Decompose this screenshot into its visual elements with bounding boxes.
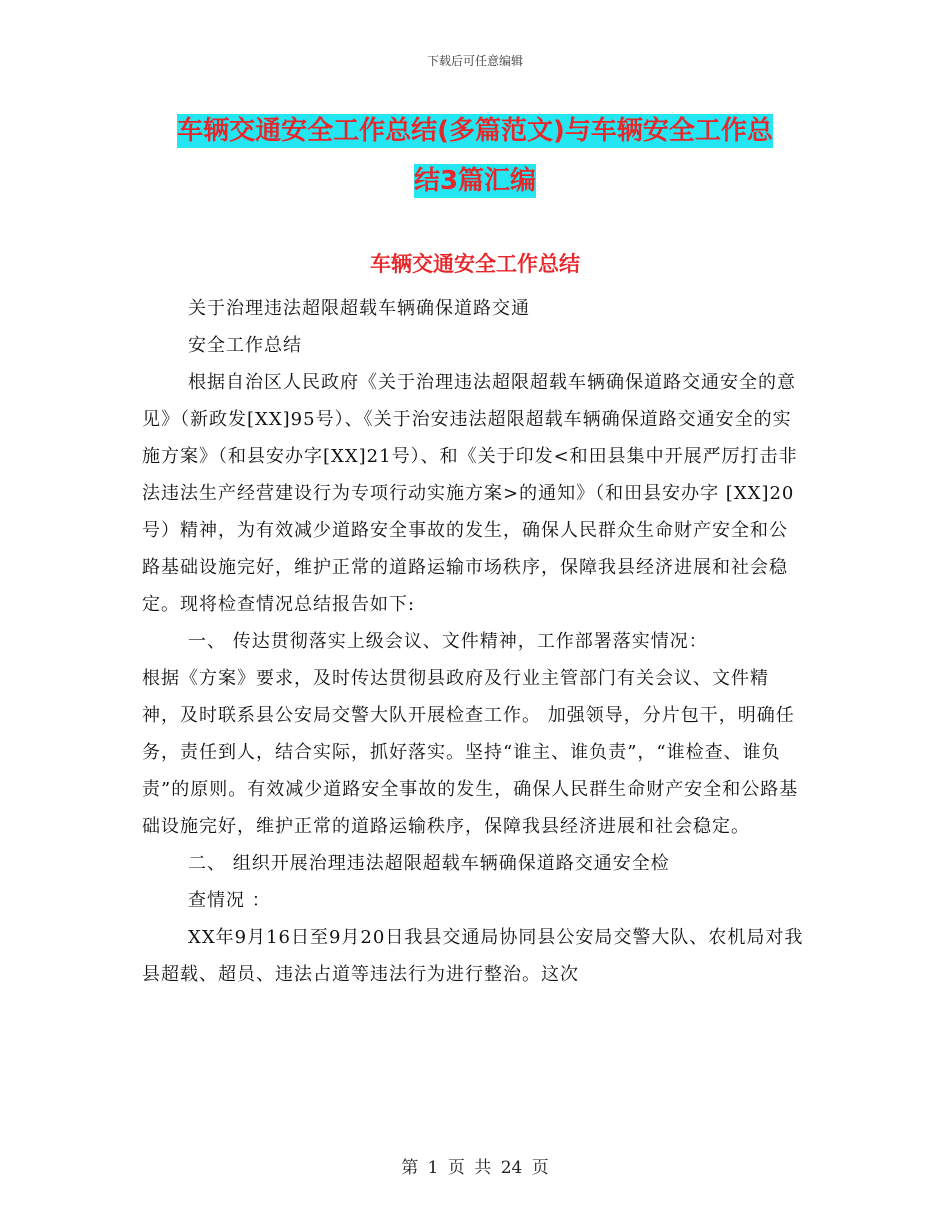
document-title [130,106,820,206]
document-body [142,290,806,993]
header-note: 下载后可任意编辑 [426,54,523,68]
heading-section-one: 一、 传达贯彻落实上级会议、文件精神，工作部署落实情况： [188,631,708,652]
subtitle-line2: 安全工作总结 [188,335,302,356]
paragraph-intro: 根据自治区人民政府《关于治理违法超限超载车辆确保道路交通安全的意见》（新政发[XX]95号）、《关于治安违法超限超载车辆确保道路交通安全的实施方案》（和县安办字[XX]21号）、和《关于印发<和田县集中开展严厉打击非法违法生产经营建设行为专项行动实施方案>的通知》（和田县安办字 [XX]20 号）精神，为有效减少道路安全事故的发生，确保人民群众生命财产安全和公路基础设施完好，维护正常的道路运输市场秩序，保障我县经济进展和社会稳定。现将检查情况总结报告如下: [142,372,798,615]
document-title-line2: 结3篇汇编 [413,166,537,196]
subtitle-line1: 关于治理违法超限超载车辆确保道路交通 [188,298,530,319]
heading-section-two: 二、 组织开展治理违法超限超载车辆确保道路交通安全检 [188,853,670,874]
section-title: 车辆交通安全工作总结 [370,252,580,276]
heading-section-two-cont: 查情况 ： [188,890,271,911]
page-number: 第 1 页 共 24 页 [401,1158,549,1178]
paragraph-section-one: 根据《方案》要求，及时传达贯彻县政府及行业主管部门有关会议、文件精神，及时联系县公安局交警大队开展检查工作。 加强领导，分片包干，明确任务，责任到人，结合实际，抓好落实。坚持“谁主、谁负责”，“谁检查、谁负责”的原则。有效减少道路安全事故的发生，确保人民群生命财产安全和公路基础设施完好，维护正常的道路运输秩序，保障我县经济进展和社会稳定。 [142,668,799,837]
paragraph-section-two: XX年9月16日至9月20日我县交通局协同县公安局交警大队、农机局对我县超载、超员、违法占道等违法行为进行整治。这次 [142,927,804,985]
document-title-line1: 车辆交通安全工作总结(多篇范文)与车辆安全工作总 [177,116,773,146]
